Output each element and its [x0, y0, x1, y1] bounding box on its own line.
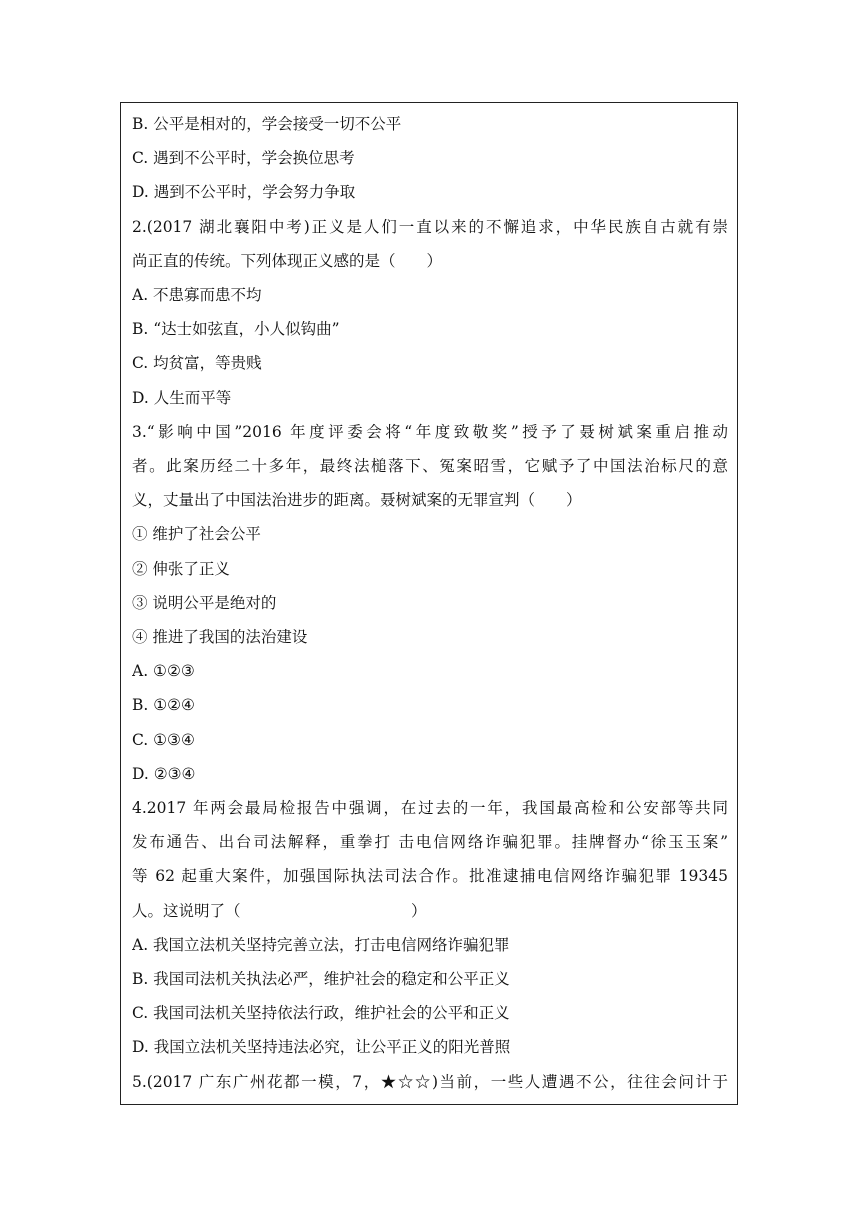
option-line: C. 均贫富，等贵贱	[132, 354, 262, 373]
option-line: D. ②③④	[132, 764, 196, 783]
question-2-stem: 尚正直的传统。下列体现正义感的是（ ）	[132, 251, 443, 270]
text-line: D. 遇到不公平时，学会努力争取	[132, 183, 356, 202]
option-line: A. 我国立法机关坚持完善立法，打击电信网络诈骗犯罪	[132, 935, 510, 954]
question-table-cell	[120, 102, 738, 1105]
option-line: A. ①②③	[132, 662, 195, 681]
text-line: C. 遇到不公平时，学会换位思考	[132, 149, 355, 168]
option-line: C. 我国司法机关坚持依法行政，维护社会的公平和正义	[132, 1004, 510, 1023]
question-5-stem: 5.(2017 广东广州花都一模，7，★☆☆)当前，一些人遭遇不公，往往会问计于	[132, 1072, 728, 1091]
option-line: B. 我国司法机关执法必严，维护社会的稳定和公平正义	[132, 970, 510, 989]
question-4-stem: 发布通告、出台司法解释，重拳打 击电信网络诈骗犯罪。挂牌督办“徐玉玉案”	[132, 833, 728, 852]
option-line: D. 人生而平等	[132, 388, 232, 407]
question-3-stem: 者。此案历经二十多年，最终法槌落下、冤案昭雪，它赋予了中国法治标尺的意	[132, 457, 728, 476]
option-line: B. “达士如弦直，小人似钩曲”	[132, 320, 340, 339]
question-2-stem: 2.(2017 湖北襄阳中考)正义是人们一直以来的不懈追求，中华民族自古就有崇	[132, 217, 728, 236]
statement-line: ② 伸张了正义	[132, 559, 230, 578]
question-4-stem: 等 62 起重大案件，加强国际执法司法合作。批准逮捕电信网络诈骗犯罪 19345	[132, 867, 728, 886]
option-line: C. ①③④	[132, 730, 195, 749]
document-text	[132, 107, 728, 1099]
statement-line: ④ 推进了我国的法治建设	[132, 628, 308, 647]
statement-line: ① 维护了社会公平	[132, 525, 261, 544]
option-line: A. 不患寡而患不均	[132, 286, 262, 305]
option-line: B. ①②④	[132, 696, 195, 715]
question-4-stem: 4.2017 年两会最局检报告中强调，在过去的一年，我国最高检和公安部等共同	[132, 799, 728, 818]
question-4-stem: 人。这说明了（ ）	[132, 901, 427, 920]
text-line: B. 公平是相对的，学会接受一切不公平	[132, 115, 402, 133]
question-3-stem: 3.“影响中国”2016 年度评委会将“年度致敬奖”授予了聂树斌案重启推动	[132, 422, 728, 441]
question-3-stem: 义，丈量出了中国法治进步的距离。聂树斌案的无罪宣判（ ）	[132, 491, 582, 510]
option-line: D. 我国立法机关坚持违法必究，让公平正义的阳光普照	[132, 1038, 511, 1057]
statement-line: ③ 说明公平是绝对的	[132, 593, 277, 612]
